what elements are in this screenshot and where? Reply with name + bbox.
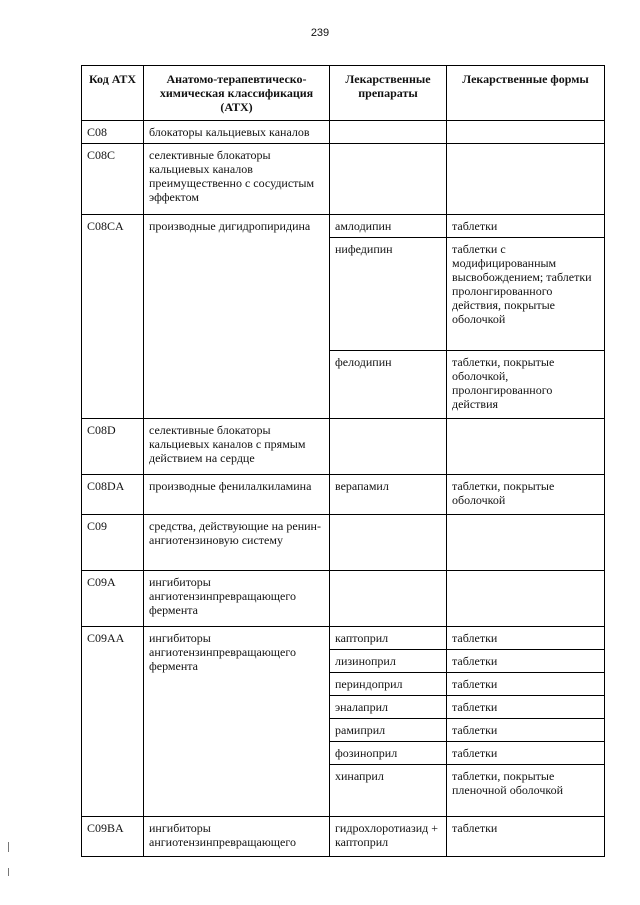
form-cell: [447, 571, 605, 627]
drug-name: периндоприл: [330, 673, 447, 696]
drug-cell: [330, 515, 447, 571]
atc-classification: производные дигидропиридина: [144, 215, 330, 419]
drug-form: таблетки: [447, 673, 605, 696]
atc-classification: ингибиторы ангиотензинпревращающего: [144, 817, 330, 857]
table-row: [82, 571, 605, 627]
drug-form: таблетки: [447, 719, 605, 742]
header-code: Код АТХ: [82, 66, 144, 121]
header-classification: Анатомо-терапевтическо-химическая классификация (АТХ): [144, 66, 330, 121]
drug-name: каптоприл: [330, 627, 447, 650]
table-row: [82, 817, 605, 857]
drug-form: таблетки: [447, 215, 605, 238]
drug-cell: [330, 121, 447, 144]
table-header-row: [82, 66, 605, 121]
table-row: [82, 627, 605, 650]
drug-form: таблетки: [447, 627, 605, 650]
drug-name: лизиноприл: [330, 650, 447, 673]
table-row: [82, 419, 605, 475]
drug-cell: [330, 144, 447, 215]
drug-form: таблетки, покрытые оболочкой, пролонгированного действия: [447, 351, 605, 419]
form-cell: [447, 515, 605, 571]
table-row: [82, 121, 605, 144]
drug-form: таблетки, покрытые пленочной оболочкой: [447, 765, 605, 817]
table-row: [82, 515, 605, 571]
atc-table: [81, 65, 605, 857]
drug-form: таблетки: [447, 696, 605, 719]
atc-classification: ингибиторы ангиотензинпревращающего фермента: [144, 571, 330, 627]
drug-name: фелодипин: [330, 351, 447, 419]
header-drugs: Лекарственные препараты: [330, 66, 447, 121]
header-forms: Лекарственные формы: [447, 66, 605, 121]
atc-classification: ингибиторы ангиотензинпревращающего фермента: [144, 627, 330, 817]
table-row: [82, 475, 605, 515]
drug-name: нифедипин: [330, 238, 447, 351]
drug-cell: [330, 419, 447, 475]
atc-classification: производные фенилалкиламина: [144, 475, 330, 515]
table-row: [82, 215, 605, 238]
drug-form: таблетки, покрытые оболочкой: [447, 475, 605, 515]
atc-code: C08CA: [82, 215, 144, 419]
atc-code: C08DA: [82, 475, 144, 515]
atc-code: C08D: [82, 419, 144, 475]
scan-margin-mark: [8, 842, 9, 852]
form-cell: [447, 144, 605, 215]
drug-name: амлодипин: [330, 215, 447, 238]
drug-name: хинаприл: [330, 765, 447, 817]
page-number: 239: [310, 27, 330, 39]
atc-code: C08: [82, 121, 144, 144]
atc-classification: селективные блокаторы кальциевых каналов с прямым действием на сердце: [144, 419, 330, 475]
drug-form: таблетки с модифицированным высвобождением; таблетки пролонгированного действия, покрытые оболочкой: [447, 238, 605, 351]
form-cell: [447, 419, 605, 475]
drug-name: эналаприл: [330, 696, 447, 719]
drug-form: таблетки: [447, 817, 605, 857]
atc-classification: блокаторы кальциевых каналов: [144, 121, 330, 144]
atc-classification: средства, действующие на ренин-ангиотензиновую систему: [144, 515, 330, 571]
atc-code: C09AA: [82, 627, 144, 817]
drug-form: таблетки: [447, 650, 605, 673]
scan-margin-mark: [8, 868, 9, 876]
atc-code: C09: [82, 515, 144, 571]
drug-cell: [330, 571, 447, 627]
drug-form: таблетки: [447, 742, 605, 765]
drug-name: фозиноприл: [330, 742, 447, 765]
drug-name: гидрохлоротиазид + каптоприл: [330, 817, 447, 857]
atc-code: C09BA: [82, 817, 144, 857]
atc-classification: селективные блокаторы кальциевых каналов преимущественно с сосудистым эффектом: [144, 144, 330, 215]
table-row: [82, 144, 605, 215]
drug-name: верапамил: [330, 475, 447, 515]
atc-code: C08C: [82, 144, 144, 215]
form-cell: [447, 121, 605, 144]
drug-name: рамиприл: [330, 719, 447, 742]
atc-code: C09A: [82, 571, 144, 627]
